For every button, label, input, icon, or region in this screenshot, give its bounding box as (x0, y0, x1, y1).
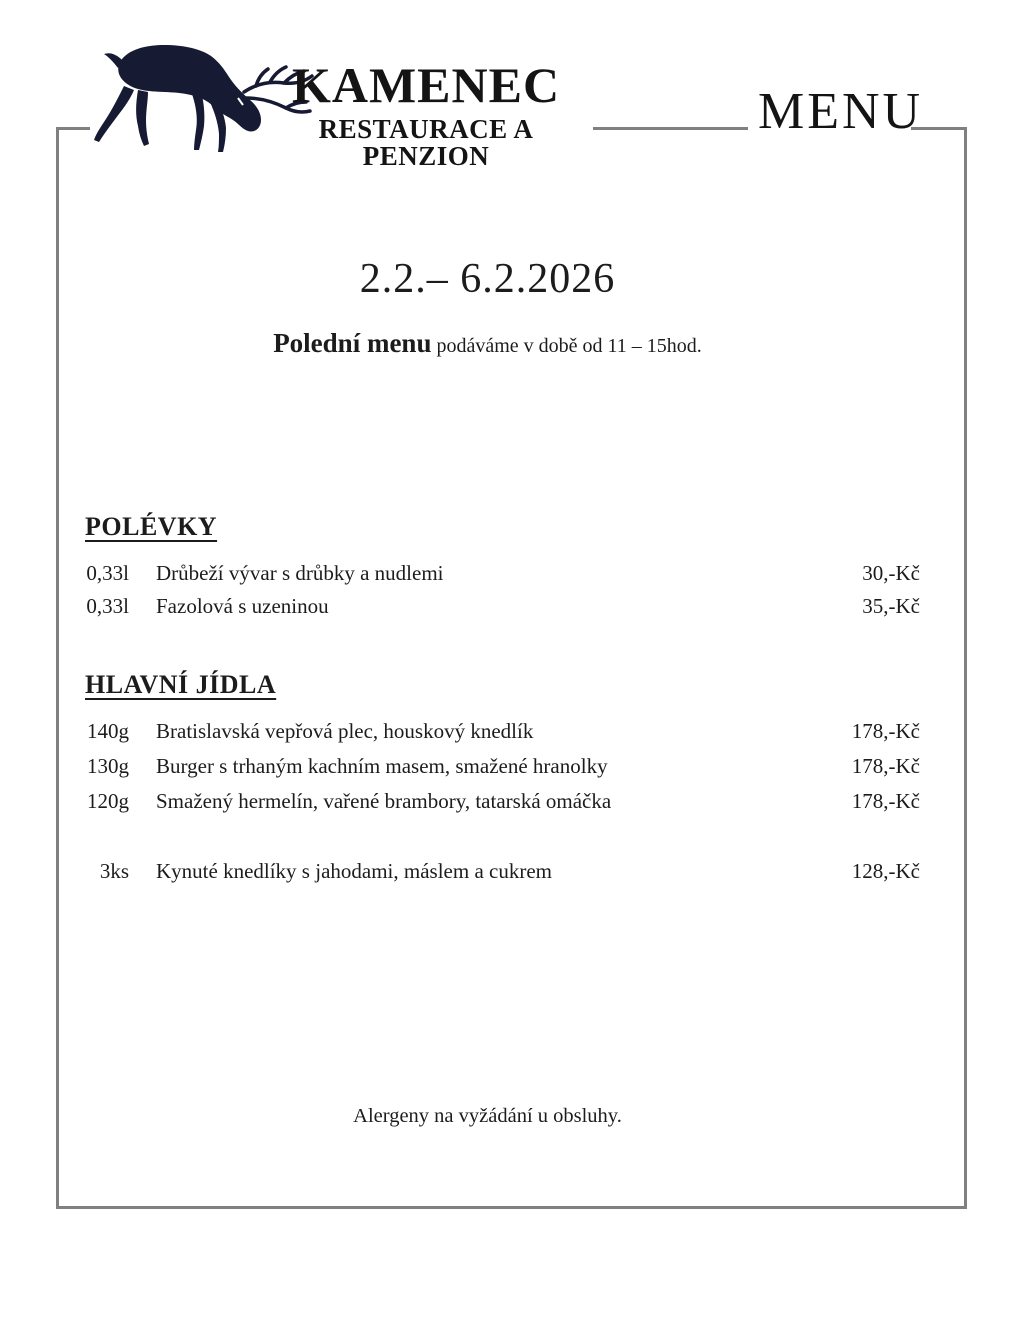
item-qty: 130g (87, 754, 129, 778)
page-title: MENU (758, 83, 924, 140)
menu-item-row (85, 594, 920, 619)
item-price: 35,-Kč (862, 594, 920, 618)
item-price: 128,-Kč (851, 859, 920, 883)
item-name: Burger s trhaným kachním masem, smažené hranolky (156, 754, 608, 778)
menu-item-row (85, 859, 920, 884)
item-price: 178,-Kč (851, 719, 920, 743)
serving-note-title: Polední menu (273, 328, 432, 358)
item-name: Bratislavská vepřová plec, houskový knedlík (156, 719, 534, 743)
item-price: 30,-Kč (862, 561, 920, 585)
menu-item-row (85, 719, 920, 744)
item-name: Drůbeží vývar s drůbky a nudlemi (156, 561, 444, 585)
brand-name: KAMENEC (291, 57, 561, 113)
item-qty: 0,33l (86, 561, 129, 585)
item-qty: 0,33l (86, 594, 129, 618)
menu-item-row (85, 561, 920, 586)
item-qty: 3ks (99, 859, 129, 883)
menu-item-row (85, 789, 920, 814)
item-qty: 140g (87, 719, 129, 743)
serving-note (0, 328, 975, 359)
allergen-note: Alergeny na vyžádání u obsluhy. (353, 1105, 622, 1127)
item-name: Smažený hermelín, vařené brambory, tatarská omáčka (156, 789, 612, 813)
item-name: Fazolová s uzeninou (156, 594, 329, 618)
item-qty: 120g (87, 789, 129, 813)
serving-note-hours: podáváme v době od 11 – 15hod. (431, 335, 702, 357)
menu-item-row (85, 754, 920, 779)
menu-date-range: 2.2.– 6.2.2026 (359, 256, 616, 302)
item-price: 178,-Kč (851, 754, 920, 778)
brand-subtitle: RESTAURACE A PENZION (318, 114, 534, 171)
top-border-segment-middle (593, 127, 748, 130)
top-border-segment-left (56, 127, 90, 130)
item-name: Kynuté knedlíky s jahodami, máslem a cukrem (156, 859, 552, 883)
section-title-polevky: POLÉVKY (85, 512, 218, 541)
brand-block (268, 57, 584, 171)
item-price: 178,-Kč (851, 789, 920, 813)
section-title-hlavni-jidla: HLAVNÍ JÍDLA (85, 670, 277, 699)
